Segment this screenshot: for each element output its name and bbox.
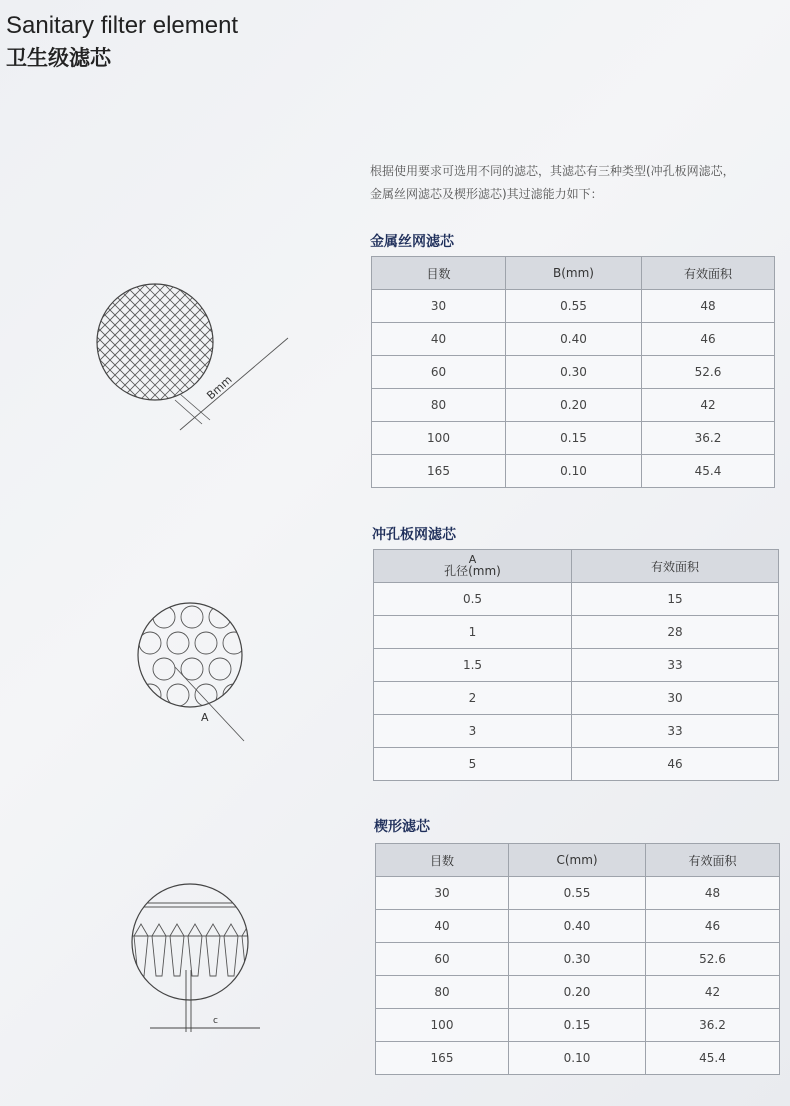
table-cell: 42: [642, 389, 775, 422]
column-header: [374, 550, 572, 583]
table-cell: 36.2: [642, 422, 775, 455]
table-cell: 0.30: [509, 943, 646, 976]
table-row: [372, 389, 775, 422]
mesh-table: [371, 256, 775, 488]
perforated-table: [373, 549, 779, 781]
table-row: [372, 290, 775, 323]
table-cell: 30: [372, 290, 506, 323]
wedge-table-body: [376, 877, 780, 1075]
table-cell: 40: [376, 910, 509, 943]
table-cell: 0.15: [506, 422, 642, 455]
table-header-row: [374, 550, 779, 583]
table-row: [372, 422, 775, 455]
intro-line-1: 根据使用要求可选用不同的滤芯，其滤芯有三种类型(冲孔板网滤芯，: [370, 164, 735, 178]
table-cell: 30: [572, 682, 779, 715]
table-cell: 28: [572, 616, 779, 649]
table-cell: 48: [646, 877, 780, 910]
wedge-diagram-label: c: [213, 1016, 218, 1026]
table-row: [374, 715, 779, 748]
table-cell: 80: [372, 389, 506, 422]
table-cell: 0.10: [506, 455, 642, 488]
table-cell: 80: [376, 976, 509, 1009]
table-cell: 0.30: [506, 356, 642, 389]
column-header: C(mm): [509, 844, 646, 877]
column-header: 目数: [372, 257, 506, 290]
table-row: [374, 748, 779, 781]
title-chinese: 卫生级滤芯: [6, 46, 111, 70]
perforated-section-title: 冲孔板网滤芯: [372, 527, 456, 543]
table-row: [376, 1042, 780, 1075]
table-cell: 3: [374, 715, 572, 748]
table-row: [372, 455, 775, 488]
table-cell: 46: [572, 748, 779, 781]
table-row: [376, 976, 780, 1009]
mesh-section-title: 金属丝网滤芯: [370, 234, 454, 250]
table-cell: 45.4: [642, 455, 775, 488]
table-cell: 100: [372, 422, 506, 455]
mesh-diagram: [80, 280, 300, 440]
table-header-row: [376, 844, 780, 877]
table-cell: 5: [374, 748, 572, 781]
table-cell: 0.40: [506, 323, 642, 356]
table-row: [376, 910, 780, 943]
perforated-table-body: [374, 583, 779, 781]
table-cell: 36.2: [646, 1009, 780, 1042]
column-header: 目数: [376, 844, 509, 877]
table-row: [376, 877, 780, 910]
table-cell: 42: [646, 976, 780, 1009]
table-cell: 52.6: [642, 356, 775, 389]
mesh-table-body: [372, 290, 775, 488]
table-row: [374, 682, 779, 715]
table-cell: 1: [374, 616, 572, 649]
table-cell: 30: [376, 877, 509, 910]
table-cell: 165: [372, 455, 506, 488]
table-cell: 0.55: [506, 290, 642, 323]
column-header: 有效面积: [572, 550, 779, 583]
perforated-diagram-label: A: [201, 711, 209, 724]
table-cell: 0.55: [509, 877, 646, 910]
intro-text: [370, 160, 780, 206]
perforated-diagram: [130, 595, 250, 745]
table-cell: 0.20: [506, 389, 642, 422]
table-row: [376, 943, 780, 976]
column-header: 有效面积: [646, 844, 780, 877]
mesh-diagram-label: Bmm: [204, 373, 235, 403]
table-cell: 46: [642, 323, 775, 356]
intro-line-2: 金属丝网滤芯及楔形滤芯)其过滤能力如下：: [370, 187, 603, 201]
table-cell: 0.5: [374, 583, 572, 616]
table-row: [374, 583, 779, 616]
table-cell: 52.6: [646, 943, 780, 976]
table-header-row: [372, 257, 775, 290]
wedge-section-title: 楔形滤芯: [374, 819, 430, 835]
column-header-label: 孔径(mm): [444, 564, 501, 578]
table-cell: 46: [646, 910, 780, 943]
table-cell: 48: [642, 290, 775, 323]
table-cell: 1.5: [374, 649, 572, 682]
table-row: [372, 323, 775, 356]
table-row: [372, 356, 775, 389]
title-english: Sanitary filter element: [6, 12, 239, 39]
table-cell: 60: [372, 356, 506, 389]
table-cell: 33: [572, 715, 779, 748]
table-cell: 60: [376, 943, 509, 976]
table-cell: 45.4: [646, 1042, 780, 1075]
table-cell: 0.10: [509, 1042, 646, 1075]
wedge-diagram: [128, 880, 264, 1040]
column-header: 有效面积: [642, 257, 775, 290]
table-row: [374, 649, 779, 682]
table-cell: 0.15: [509, 1009, 646, 1042]
column-header: B(mm): [506, 257, 642, 290]
table-cell: 100: [376, 1009, 509, 1042]
table-cell: 40: [372, 323, 506, 356]
table-cell: 165: [376, 1042, 509, 1075]
column-header-symbol: A: [468, 553, 477, 566]
table-row: [376, 1009, 780, 1042]
table-cell: 15: [572, 583, 779, 616]
table-cell: 0.40: [509, 910, 646, 943]
table-cell: 0.20: [509, 976, 646, 1009]
wedge-table: [375, 843, 780, 1075]
table-cell: 33: [572, 649, 779, 682]
table-cell: 2: [374, 682, 572, 715]
table-row: [374, 616, 779, 649]
